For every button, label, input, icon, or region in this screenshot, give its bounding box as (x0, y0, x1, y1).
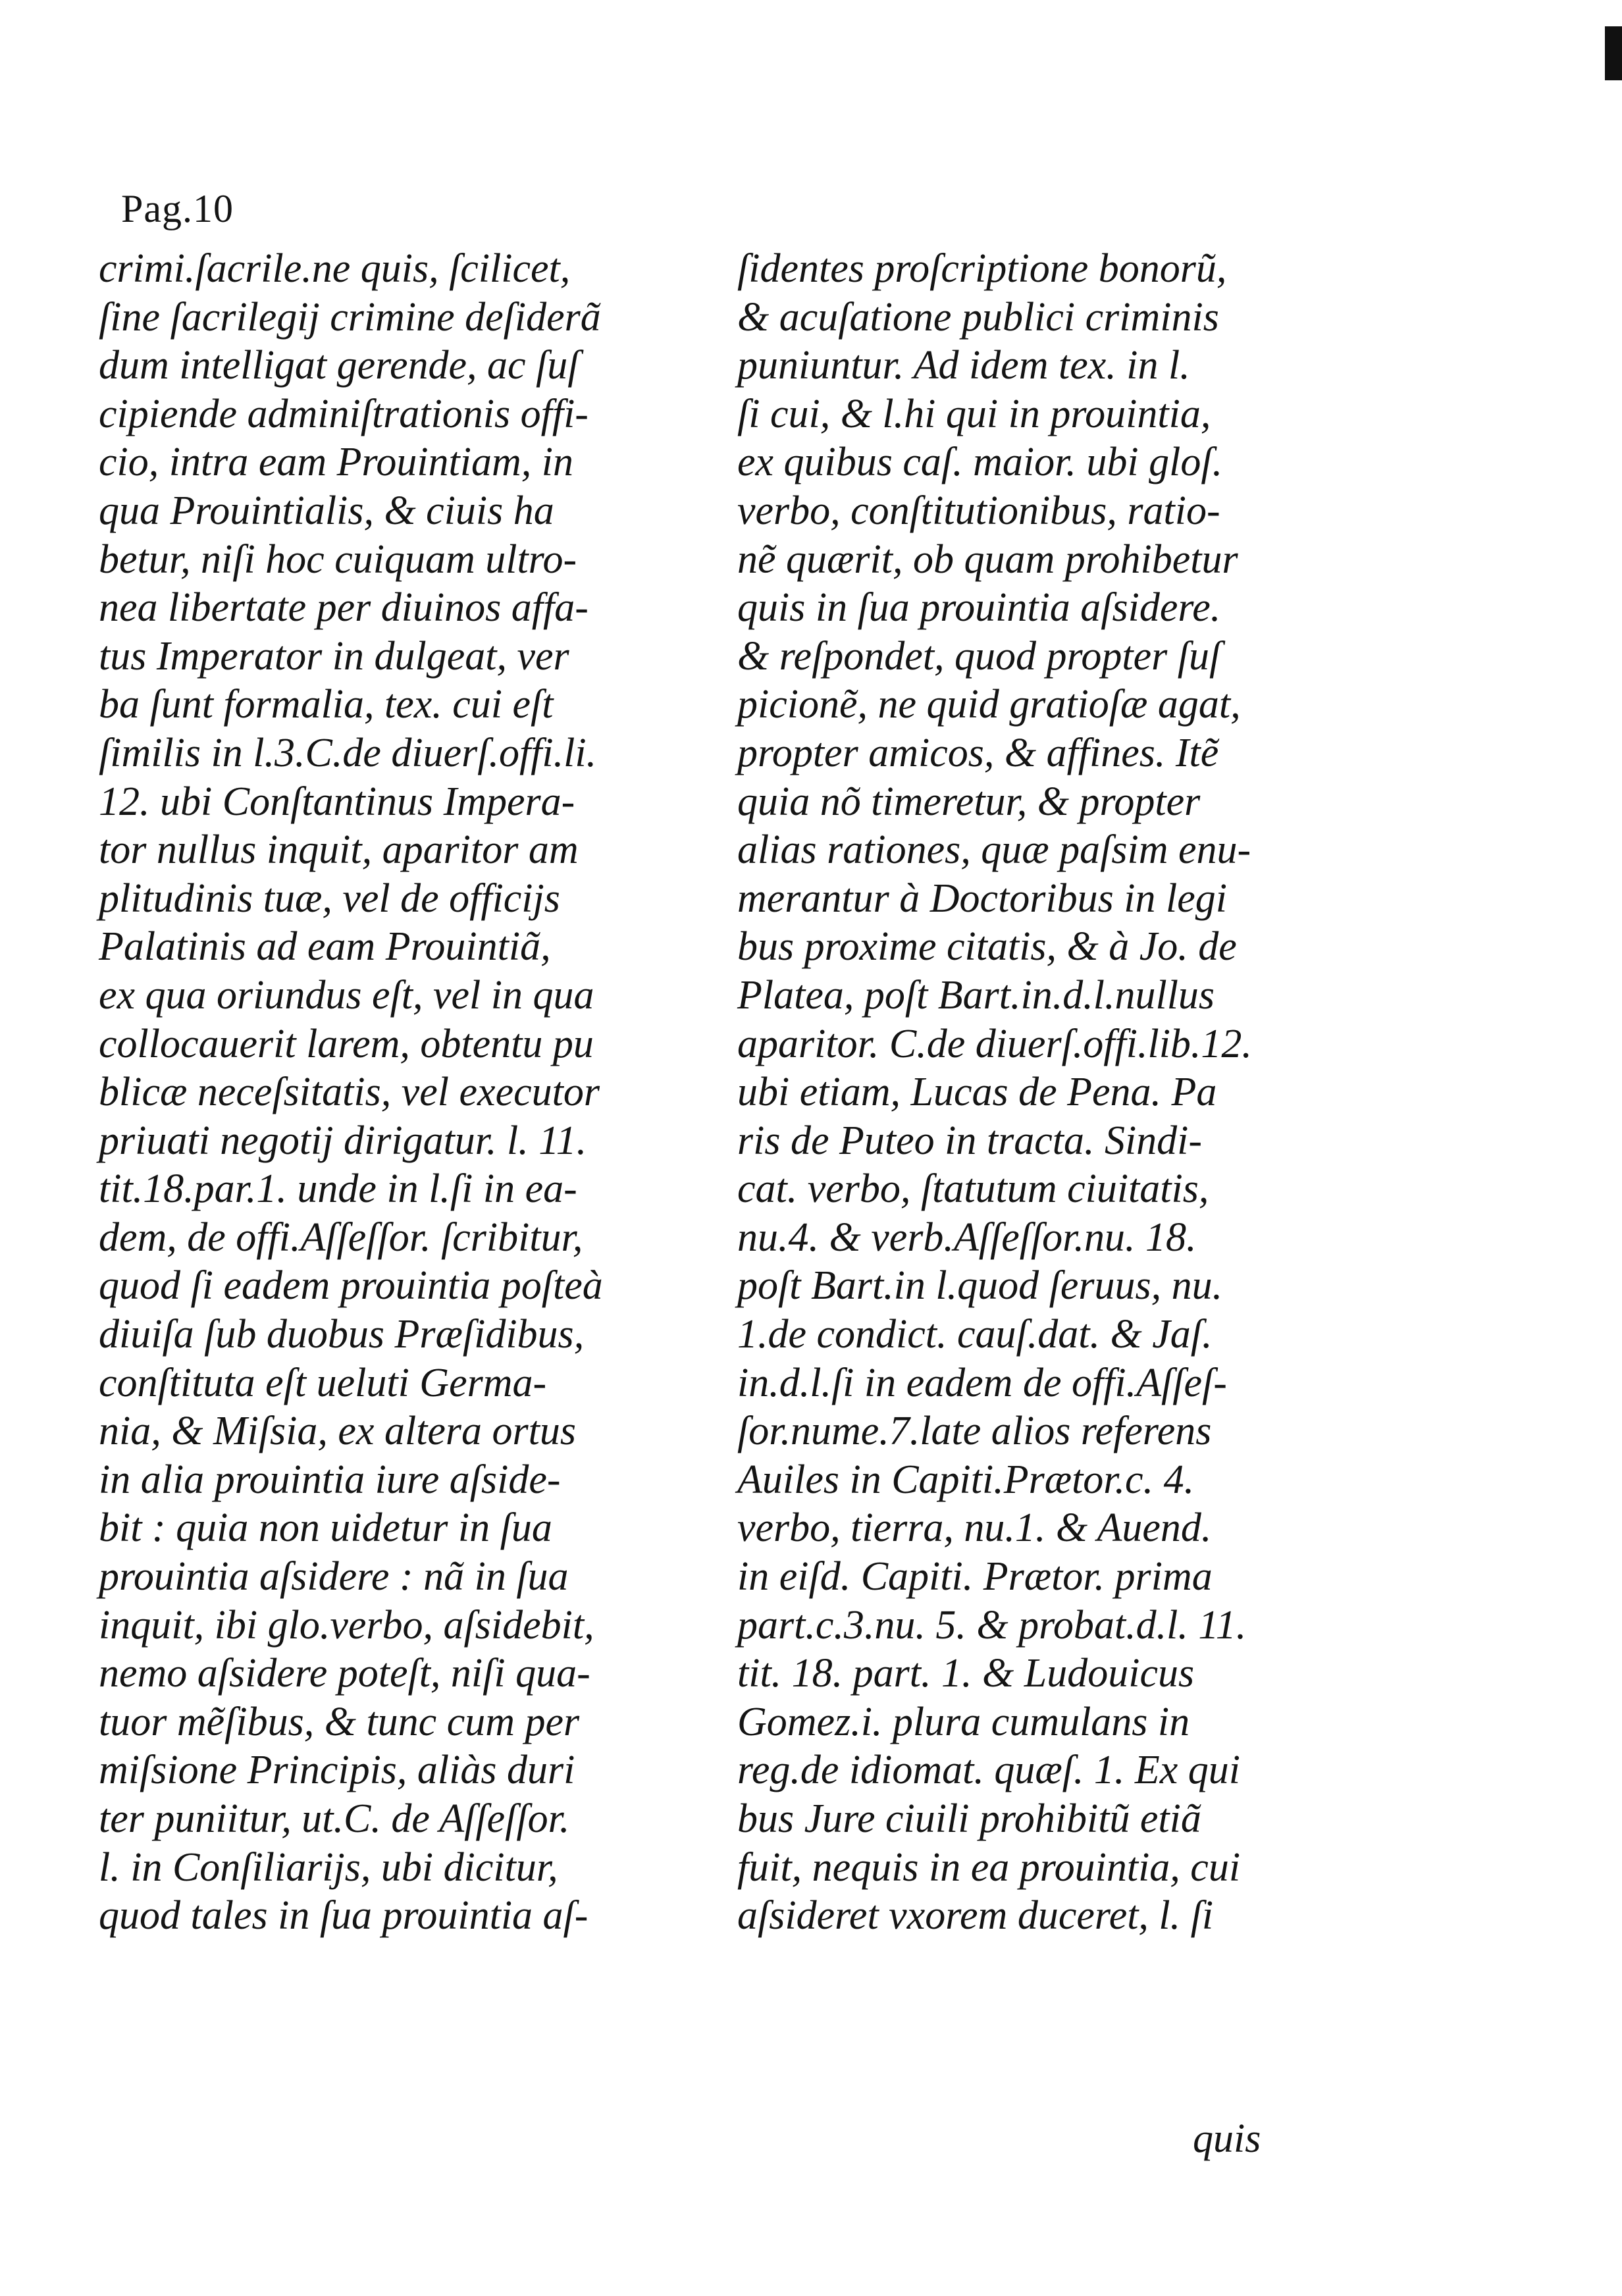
text-line: cio, intra eam Prouintiam, in (99, 440, 573, 485)
text-line: bus proxime citatis, & à Jo. de (737, 924, 1237, 970)
text-line: Platea, poſt Bart.in.d.l.nullus (737, 972, 1215, 1018)
text-line: priuati negotij dirigatur. l. 11. (99, 1118, 587, 1163)
text-line: tor nullus inquit, aparitor am (99, 827, 579, 873)
text-line: aparitor. C.de diuerſ.offi.lib.12. (737, 1021, 1252, 1066)
text-line: tus Imperator in dulgeat, ver (99, 633, 569, 679)
text-line: in.d.l.ſi in eadem de offi.Aſſeſ- (737, 1360, 1227, 1405)
text-line: nia, & Miſsia, ex altera ortus (99, 1409, 577, 1454)
catchword: quis (1193, 2116, 1261, 2161)
text-line: tit.18.par.1. unde in l.ſi in ea- (99, 1166, 577, 1212)
text-line: inquit, ibi glo.verbo, aſsidebit, (99, 1602, 594, 1648)
text-line: bit : quia non uidetur in ſua (99, 1505, 552, 1551)
text-line: 1.de condict. cauſ.dat. & Jaſ. (737, 1312, 1213, 1357)
text-line: ris de Puteo in tracta. Sindi- (737, 1118, 1203, 1163)
text-line: in alia prouintia iure aſside- (99, 1457, 561, 1502)
text-line: ex quibus caſ. maior. ubi gloſ. (737, 440, 1223, 485)
text-line: quis in ſua prouintia aſsidere. (737, 585, 1221, 631)
text-line: 12. ubi Conſtantinus Impera- (99, 779, 575, 824)
text-line: ſimilis in l.3.C.de diuerſ.offi.li. (99, 730, 597, 775)
text-line: poſt Bart.in l.quod ſeruus, nu. (737, 1263, 1223, 1309)
text-line: nemo aſsidere poteſt, niſi qua- (99, 1651, 590, 1696)
text-line: l. in Conſiliarijs, ubi dicitur, (99, 1844, 558, 1890)
text-line: dum intelligat gerende, ac ſuſ (99, 343, 579, 388)
text-line: Auiles in Capiti.Prætor.c. 4. (737, 1457, 1195, 1502)
text-line: diuiſa ſub duobus Præſidibus, (99, 1312, 585, 1357)
text-line: picionẽ, ne quid gratioſæ agat, (737, 682, 1241, 727)
text-line: conſtituta eſt ueluti Germa- (99, 1360, 547, 1405)
text-line: nu.4. & verb.Aſſeſſor.nu. 18. (737, 1214, 1197, 1260)
text-line: ter puniitur, ut.C. de Aſſeſſor. (99, 1796, 570, 1841)
text-line: ſi cui, & l.hi qui in prouintia, (737, 391, 1211, 436)
text-line: dem, de offi.Aſſeſſor. ſcribitur, (99, 1214, 583, 1260)
text-line: miſsione Principis, aliàs duri (99, 1748, 575, 1793)
text-line: verbo, tierra, nu.1. & Auend. (737, 1505, 1212, 1551)
text-line: merantur à Doctoribus in legi (737, 875, 1227, 921)
page-number: Pag.10 (121, 187, 234, 230)
text-line: bus Jure ciuili prohibitũ etiã (737, 1796, 1201, 1841)
text-line: verbo, conſtitutionibus, ratio- (737, 488, 1220, 533)
text-line: ſidentes proſcriptione bonorũ, (737, 246, 1227, 291)
right-text-column (737, 245, 1290, 1941)
text-line: nea libertate per diuinos affa- (99, 585, 589, 631)
text-line: ba ſunt formalia, tex. cui eſt (99, 682, 554, 727)
text-line: quod ſi eadem prouintia poſteà (99, 1263, 603, 1309)
text-line: quod tales in ſua prouintia aſ- (99, 1893, 589, 1939)
text-line: crimi.ſacrile.ne quis, ſcilicet, (99, 246, 571, 291)
text-line: alias rationes, quæ paſsim enu- (737, 827, 1251, 873)
text-line: cipiende adminiſtrationis offi- (99, 391, 589, 436)
text-line: propter amicos, & affines. Itẽ (737, 730, 1219, 775)
text-line: aſsideret vxorem duceret, l. ſi (737, 1893, 1214, 1939)
text-line: ſine ſacrilegij crimine deſiderã (99, 294, 601, 340)
text-line: cat. verbo, ſtatutum ciuitatis, (737, 1166, 1209, 1212)
left-text-column (99, 245, 711, 1941)
text-line: Gomez.i. plura cumulans in (737, 1699, 1190, 1744)
text-line: nẽ quærit, ob quam prohibetur (737, 536, 1238, 582)
text-line: betur, niſi hoc cuiquam ultro- (99, 536, 577, 582)
text-line: tuor mẽſibus, & tunc cum per (99, 1699, 580, 1744)
text-line: fuit, nequis in ea prouintia, cui (737, 1844, 1241, 1890)
text-line: ex qua oriundus eſt, vel in qua (99, 972, 594, 1018)
text-line: Palatinis ad eam Prouintiã, (99, 924, 551, 970)
text-line: & acuſatione publici criminis (737, 294, 1219, 340)
text-line: plitudinis tuæ, vel de officijs (99, 875, 560, 921)
text-line: qua Prouintialis, & ciuis ha (99, 488, 554, 533)
text-line: ſor.nume.7.late alios referens (737, 1409, 1212, 1454)
text-line: blicæ neceſsitatis, vel executor (99, 1070, 600, 1115)
text-line: part.c.3.nu. 5. & probat.d.l. 11. (737, 1602, 1247, 1648)
text-line: tit. 18. part. 1. & Ludouicus (737, 1651, 1195, 1696)
text-line: & reſpondet, quod propter ſuſ (737, 633, 1221, 679)
scan-edge-mark (1605, 26, 1622, 80)
text-line: prouintia aſsidere : nã in ſua (99, 1554, 569, 1600)
text-line: collocauerit larem, obtentu pu (99, 1021, 594, 1066)
text-line: ubi etiam, Lucas de Pena. Pa (737, 1070, 1217, 1115)
text-line: in eiſd. Capiti. Prætor. prima (737, 1554, 1213, 1600)
text-line: quia nõ timeretur, & propter (737, 779, 1201, 824)
text-line: reg.de idiomat. quæſ. 1. Ex qui (737, 1748, 1241, 1793)
text-line: puniuntur. Ad idem tex. in l. (737, 343, 1190, 388)
